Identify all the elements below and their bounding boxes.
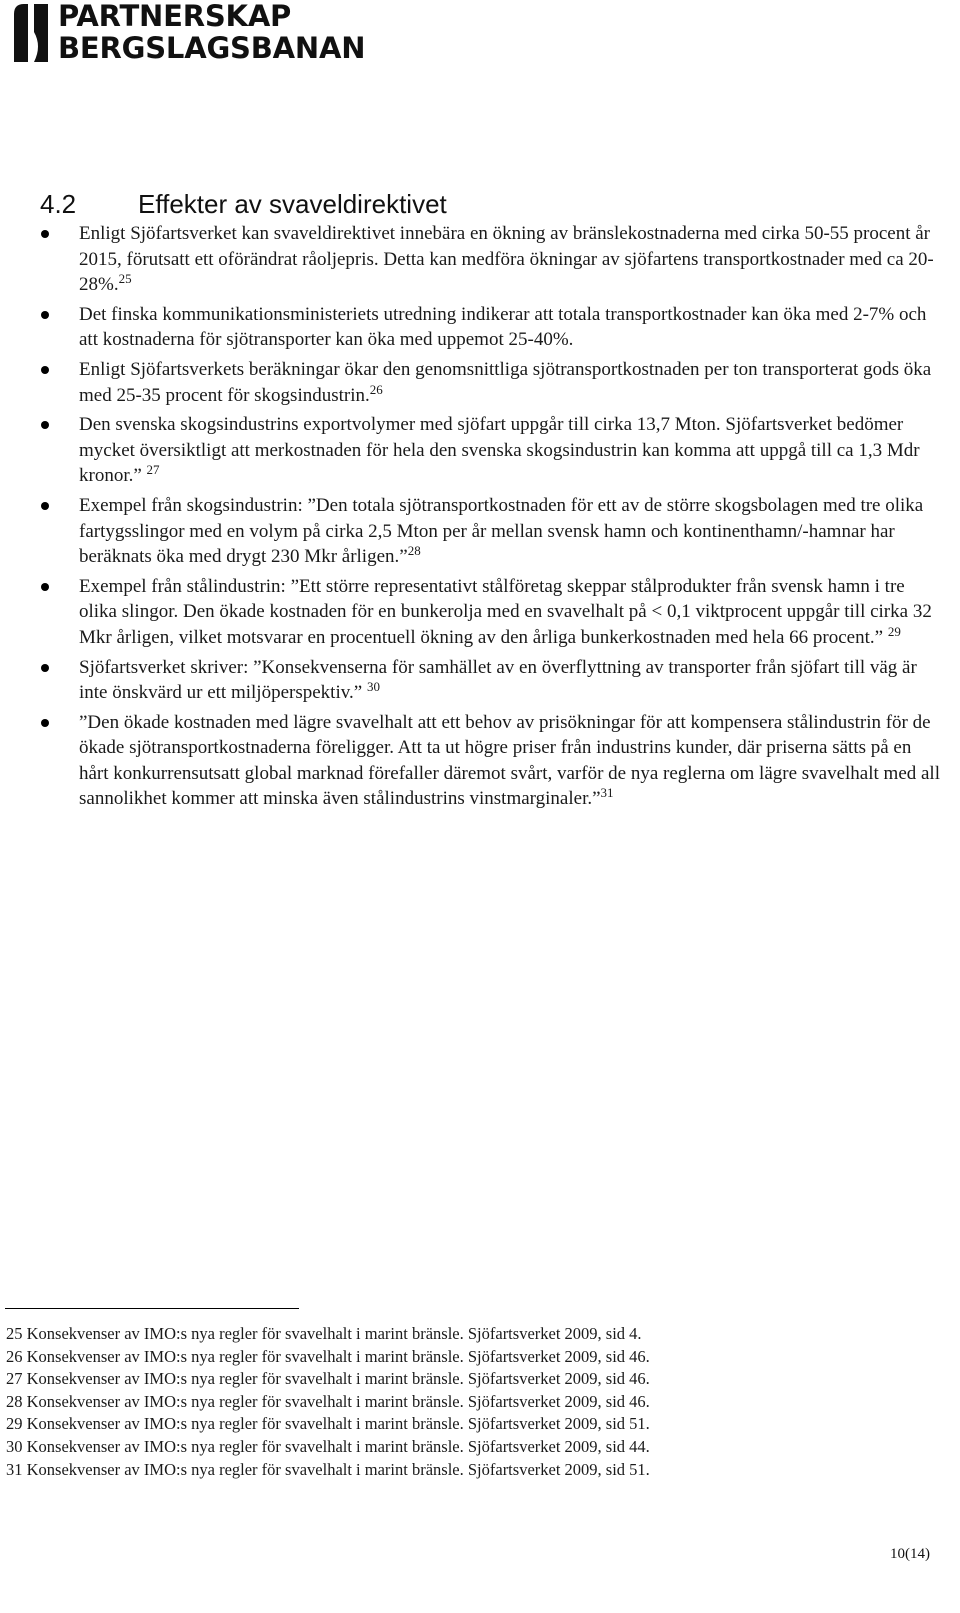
- bullet-icon: [41, 664, 49, 672]
- footnote-ref[interactable]: 25: [118, 271, 132, 287]
- bullet-item: [38, 493, 940, 570]
- footnote-ref[interactable]: 29: [887, 623, 901, 639]
- footnote: 26 Konsekvenser av IMO:s nya regler för svavelhalt i marint bränsle. Sjöfartsverket 2009, sid 46.: [6, 1346, 650, 1366]
- footnote: 25 Konsekvenser av IMO:s nya regler för svavelhalt i marint bränsle. Sjöfartsverket 2009, sid 4.: [6, 1324, 642, 1343]
- logo-text-line-1: PARTNERSKAP: [58, 0, 292, 33]
- bullet-icon: [41, 583, 49, 591]
- bullet-item: [38, 357, 940, 408]
- bullet-icon: [41, 311, 49, 319]
- bullet-icon: [41, 230, 49, 238]
- footnote: 31 Konsekvenser av IMO:s nya regler för svavelhalt i marint bränsle. Sjöfartsverket 2009, sid 51.: [6, 1459, 650, 1479]
- footnote-ref[interactable]: 28: [407, 543, 421, 559]
- footnote: 30 Konsekvenser av IMO:s nya regler för svavelhalt i marint bränsle. Sjöfartsverket 2009, sid 44.: [6, 1436, 650, 1456]
- bullet-item: [38, 655, 940, 706]
- bullet-icon: [41, 366, 49, 374]
- footnote: 28 Konsekvenser av IMO:s nya regler för svavelhalt i marint bränsle. Sjöfartsverket 2009, sid 46.: [6, 1391, 650, 1411]
- footnote-ref[interactable]: 27: [146, 462, 160, 478]
- section-heading: [40, 188, 447, 220]
- bullet-icon: [41, 421, 49, 429]
- bullet-text: Enligt Sjöfartsverkets beräkningar ökar den genomsnittliga sjötransportkostnaden per ton transporterat gods öka med 25-35 procent för skogsindustrin.: [79, 358, 932, 406]
- bullet-text: Exempel från stålindustrin: ”Ett större representativt stålföretag skeppar stålprodukter från svensk hamn i tre olika slingor. Den ökade kostnaden för en bunkerolja med en svavelhalt på < 0,1 viktprocent uppgår till cirka 32 Mkr årligen, vilket motsvarar en procentuell ökning av den årliga bunkerkostnaden med hela 66 procent.”: [79, 575, 932, 648]
- page-number: 10(14): [890, 1546, 930, 1562]
- bullet-text: Det finska kommunikationsministeriets utredning indikerar att totala transportkostnader kan öka med 2-7% och att kostnaderna för sjötransporter kan öka med uppemot 25-40%.: [79, 303, 927, 351]
- bullet-item: [38, 710, 940, 812]
- bullet-text: Den svenska skogsindustrins exportvolymer med sjöfart uppgår till cirka 13,7 Mton. Sjöfartsverket bedömer mycket översiktligt att merkostnaden för hela den svenska skogsindustrin kan komma att uppgå till ca 1,3 Mdr kronor.”: [79, 414, 920, 487]
- bullet-icon: [41, 502, 49, 510]
- footnote-list: [6, 1323, 936, 1481]
- bullet-item: [38, 302, 940, 353]
- bullet-text: Exempel från skogsindustrin: ”Den totala sjötransportkostnaden för ett av de större skogsbolagen med tre olika fartygsslingor med en volym på cirka 2,5 Mton per år mellan svensk hamn och kontinenthamn/-hamnar har beräknats öka med drygt 230 Mkr årligen.”: [79, 494, 924, 568]
- bullet-text: Sjöfartsverket skriver: ”Konsekvenserna för samhället av en överflyttning av transporter från sjöfart till väg är inte önskvärd ur ett miljöperspektiv.”: [79, 656, 917, 704]
- bullet-item: [38, 221, 940, 298]
- bullet-item: [38, 574, 940, 651]
- footnote-ref[interactable]: 26: [369, 381, 383, 397]
- bullet-item: [38, 412, 940, 489]
- section-number: 4.2: [40, 189, 77, 219]
- logo-text-line-2: BERGSLAGSBANAN: [58, 31, 366, 65]
- bullet-text: Enligt Sjöfartsverket kan svaveldirektivet innebära en ökning av bränslekostnaderna med cirka 50-55 procent år 2015, förutsatt ett oförändrat råoljepris. Detta kan medföra ökningar av sjöfartens transportkostnader med ca 20-28%.: [79, 223, 934, 296]
- logo-mark-icon: [8, 2, 54, 62]
- bullet-text: ”Den ökade kostnaden med lägre svavelhalt att ett behov av prisökningar för att kompensera stålindustrin för de ökade sjötransportkostnaderna föreligger. Att ta ut högre priser från industrins kunder, där priserna sätts på en hårt konkurrensutsatt global marknad förefaller däremot svårt, varför de nya reglerna om lägre svavelhalt med all sannolikhet kommer att minska även stålindustrins vinstmarginaler.”: [79, 711, 940, 810]
- footnote-ref[interactable]: 31: [600, 785, 614, 801]
- section-title: Effekter av svaveldirektivet: [138, 189, 447, 219]
- footnote: 29 Konsekvenser av IMO:s nya regler för svavelhalt i marint bränsle. Sjöfartsverket 2009, sid 51.: [6, 1414, 650, 1434]
- footnote-separator: [5, 1308, 299, 1309]
- footnote: 27 Konsekvenser av IMO:s nya regler för svavelhalt i marint bränsle. Sjöfartsverket 2009, sid 46.: [6, 1369, 650, 1389]
- bullet-list: [38, 221, 940, 816]
- bullet-icon: [41, 719, 49, 727]
- footnote-ref[interactable]: 30: [366, 679, 380, 695]
- logo: [8, 2, 428, 64]
